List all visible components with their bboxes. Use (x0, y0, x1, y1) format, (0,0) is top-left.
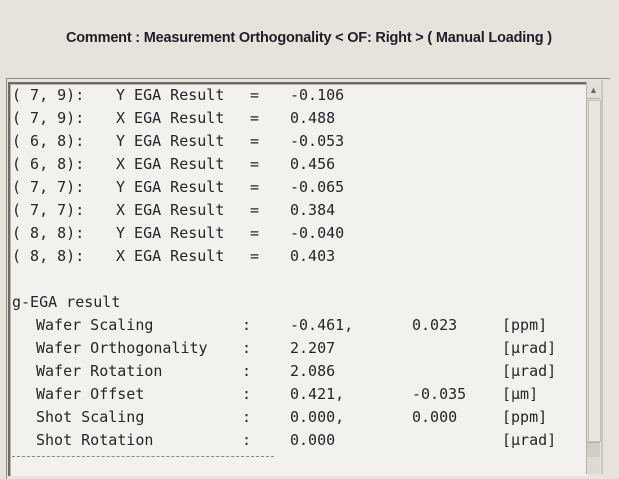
separator-line (12, 456, 274, 457)
ega-equals: = (250, 201, 260, 219)
gega-colon: : (242, 431, 252, 449)
gega-value-2: 0.000 (412, 408, 458, 426)
arrow-up-icon[interactable]: ▲ (587, 82, 600, 99)
ega-row (10, 199, 336, 221)
gega-row (10, 337, 557, 359)
gega-unit: [μrad] (502, 339, 557, 357)
ega-coord: ( 7, 9): (12, 86, 85, 104)
ega-coord: ( 7, 7): (12, 178, 85, 196)
ega-value: 0.384 (290, 201, 336, 219)
gega-unit: [ppm] (502, 316, 548, 334)
ega-label: X EGA Result (116, 247, 225, 265)
ega-equals: = (250, 132, 260, 150)
ega-row (10, 107, 336, 129)
gega-label: Shot Rotation (36, 431, 154, 449)
result-textarea[interactable] (8, 82, 588, 476)
gega-row (10, 406, 548, 428)
gega-row (10, 429, 557, 451)
ega-coord: ( 6, 8): (12, 132, 85, 150)
ega-label: Y EGA Result (116, 178, 225, 196)
ega-row (10, 222, 345, 244)
ega-equals: = (250, 109, 260, 127)
ega-label: X EGA Result (116, 109, 225, 127)
gega-row (10, 314, 548, 336)
ega-value: 0.456 (290, 155, 336, 173)
scrollbar-down-button[interactable] (587, 442, 600, 457)
gega-unit: [μrad] (502, 362, 557, 380)
ega-label: X EGA Result (116, 155, 225, 173)
gega-value-1: 2.086 (290, 362, 336, 380)
ega-value: 0.488 (290, 109, 336, 127)
ega-coord: ( 8, 8): (12, 247, 85, 265)
ega-row (10, 84, 345, 106)
gega-colon: : (242, 385, 252, 403)
gega-value-1: 2.207 (290, 339, 336, 357)
ega-value: -0.040 (290, 224, 345, 242)
gega-colon: : (242, 362, 252, 380)
ega-row (10, 245, 336, 267)
ega-coord: ( 7, 7): (12, 201, 85, 219)
window-title: Comment : Measurement Orthogonality < OF: Right > ( Manual Loading ) (66, 30, 552, 46)
ega-label: Y EGA Result (116, 132, 225, 150)
gega-label: Wafer Scaling (36, 316, 154, 334)
gega-unit: [ppm] (502, 408, 548, 426)
gega-colon: : (242, 339, 252, 357)
gega-colon: : (242, 408, 252, 426)
ega-equals: = (250, 247, 260, 265)
ega-equals: = (250, 86, 260, 104)
ega-equals: = (250, 224, 260, 242)
gega-title-row (10, 291, 121, 313)
ega-coord: ( 8, 8): (12, 224, 85, 242)
ega-row (10, 130, 345, 152)
gega-label: Wafer Rotation (36, 362, 163, 380)
gega-row (10, 383, 539, 405)
ega-value: -0.106 (290, 86, 345, 104)
gega-value-2: 0.023 (412, 316, 458, 334)
gega-unit: [μm] (502, 385, 539, 403)
gega-value-2: -0.035 (412, 385, 467, 403)
vertical-scrollbar[interactable] (586, 82, 600, 474)
scrollbar-thumb[interactable] (588, 100, 601, 442)
gega-unit: [μrad] (502, 431, 557, 449)
gega-colon: : (242, 316, 252, 334)
gega-value-1: 0.000 (290, 431, 336, 449)
ega-label: Y EGA Result (116, 86, 225, 104)
ega-coord: ( 7, 9): (12, 109, 85, 127)
ega-value: -0.065 (290, 178, 345, 196)
ega-label: Y EGA Result (116, 224, 225, 242)
gega-label: Shot Scaling (36, 408, 145, 426)
ega-equals: = (250, 155, 260, 173)
ega-row (10, 176, 345, 198)
gega-label: Wafer Offset (36, 385, 145, 403)
ega-label: X EGA Result (116, 201, 225, 219)
gega-label: Wafer Orthogonality (36, 339, 208, 357)
panel-right-edge (601, 80, 603, 474)
ega-row (10, 153, 336, 175)
gega-value-1: 0.000, (290, 408, 345, 426)
ega-coord: ( 6, 8): (12, 155, 85, 173)
gega-title: g-EGA result (12, 293, 121, 311)
ega-equals: = (250, 178, 260, 196)
gega-value-1: 0.421, (290, 385, 345, 403)
gega-value-1: -0.461, (290, 316, 354, 334)
ega-value: 0.403 (290, 247, 336, 265)
ega-value: -0.053 (290, 132, 345, 150)
gega-row (10, 360, 557, 382)
